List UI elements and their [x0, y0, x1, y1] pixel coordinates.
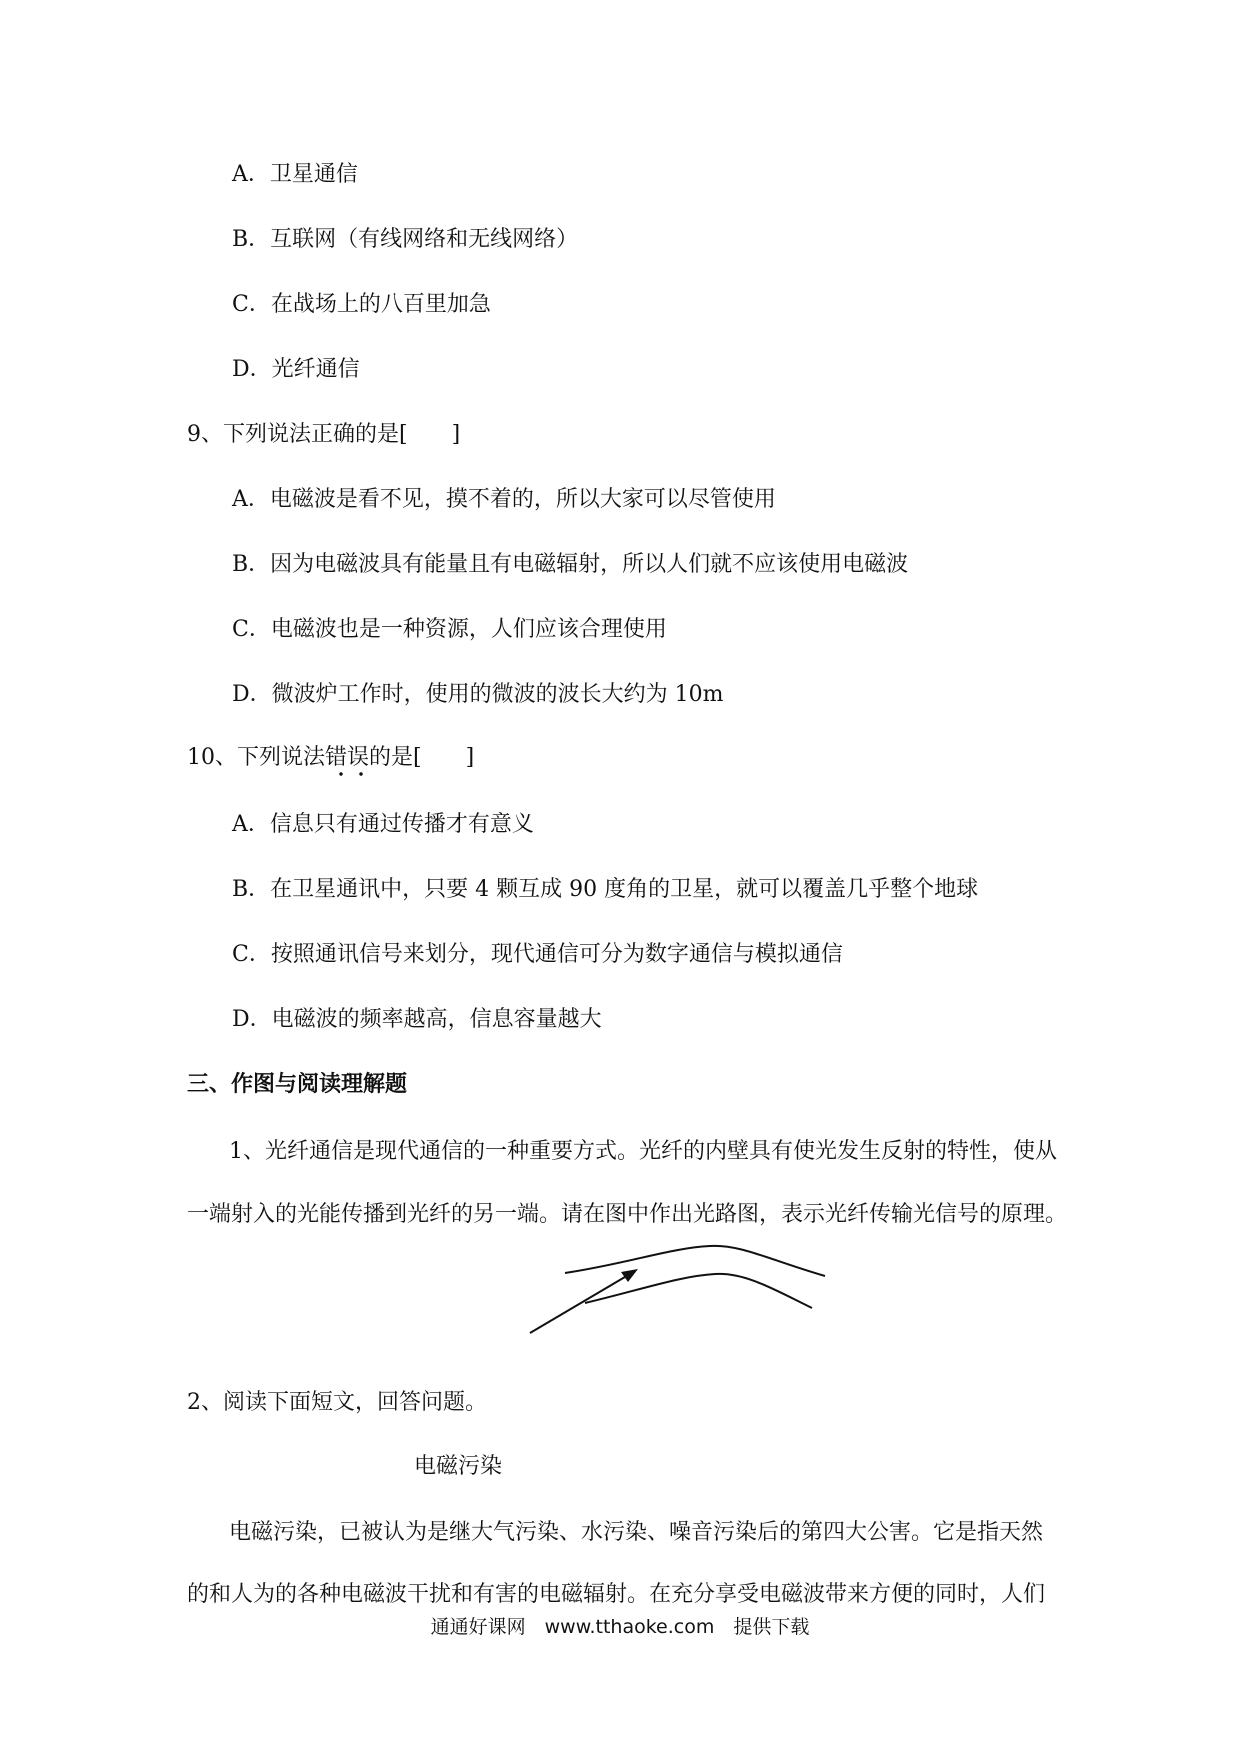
- q10-stem-suffix: 的是[ ]: [369, 745, 475, 770]
- q10-option-b: B．在卫星通讯中，只要 4 颗互成 90 度角的卫星，就可以覆盖几乎整个地球: [232, 877, 979, 902]
- q9-option-d: D．微波炉工作时，使用的微波的波长大约为 10m: [232, 682, 724, 707]
- page-footer: 通通好课网 www.tthaoke.com 提供下载: [430, 1616, 810, 1638]
- fiber-outer-wall: [565, 1246, 825, 1276]
- q8-option-c: C．在战场上的八百里加急: [232, 292, 491, 317]
- optical-fiber-diagram: [520, 1228, 840, 1338]
- article-line1: 电磁污染，已被认为是继大气污染、水污染、噪音污染后的第四大公害。它是指天然: [229, 1520, 1044, 1545]
- q8-option-d: D．光纤通信: [232, 357, 360, 382]
- q8-option-b: B．互联网（有线网络和无线网络）: [232, 227, 579, 252]
- q10-option-a: A．信息只有通过传播才有意义: [232, 812, 534, 837]
- q10-stem-prefix: 10、下列说法: [187, 745, 325, 770]
- q10-stem: [187, 743, 474, 773]
- item1-line2: 一端射入的光能传播到光纤的另一端。请在图中作出光路图，表示光纤传输光信号的原理。: [187, 1202, 1068, 1227]
- article-title: 电磁污染: [414, 1454, 503, 1479]
- q10-stem-emphasis: 错误: [325, 745, 370, 770]
- light-ray-arrowhead: [621, 1269, 638, 1282]
- q10-option-d: D．电磁波的频率越高，信息容量越大: [232, 1007, 602, 1032]
- section-heading: 三、作图与阅读理解题: [187, 1072, 408, 1097]
- item2-prompt: 2、阅读下面短文，回答问题。: [187, 1390, 487, 1415]
- q9-option-c: C．电磁波也是一种资源，人们应该合理使用: [232, 617, 667, 642]
- fiber-inner-wall: [585, 1274, 812, 1308]
- q9-stem: 9、下列说法正确的是[ ]: [187, 422, 461, 447]
- q10-option-c: C．按照通讯信号来划分，现代通信可分为数字通信与模拟通信: [232, 942, 843, 967]
- incident-light-ray: [530, 1274, 630, 1333]
- article-line2: 的和人为的各种电磁波干扰和有害的电磁辐射。在充分享受电磁波带来方便的同时，人们: [187, 1582, 1046, 1607]
- q8-option-a: A．卫星通信: [232, 162, 358, 187]
- q9-option-b: B．因为电磁波具有能量且有电磁辐射，所以人们就不应该使用电磁波: [232, 552, 909, 577]
- q9-option-a: A．电磁波是看不见，摸不着的，所以大家可以尽管使用: [232, 487, 776, 512]
- item1-line1: 1、光纤通信是现代通信的一种重要方式。光纤的内壁具有使光发生反射的特性，使从: [229, 1139, 1057, 1164]
